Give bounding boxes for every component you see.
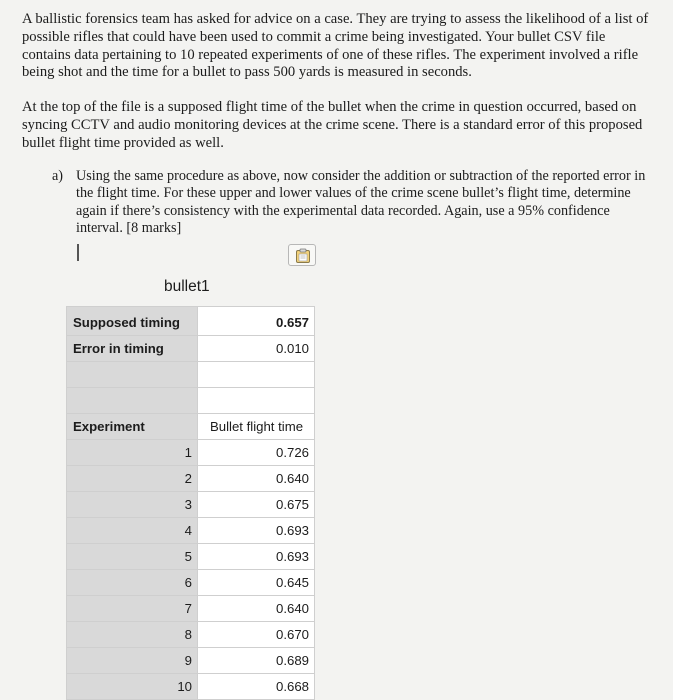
flight-time-value: 0.726	[198, 440, 315, 466]
intro-paragraph-1: A ballistic forensics team has asked for advice on a case. They are trying to assess the likelihood of a list of possible rifles that could have been used to commit a crime being investigated. Your bullet CSV file contains data pertaining to 10 repeated experiments of one of these rifles. The experiment involved a rifle being shot and the time for a bullet to pass 500 yards is measured in seconds.	[22, 11, 649, 81]
flight-time-value: 0.645	[198, 570, 315, 596]
error-timing-label: Error in timing	[67, 336, 198, 362]
text-cursor	[77, 244, 79, 261]
spreadsheet-table	[66, 306, 315, 700]
question-label: a)	[52, 168, 64, 184]
experiment-number: 6	[67, 570, 198, 596]
flight-time-value: 0.670	[198, 622, 315, 648]
table-row	[67, 492, 315, 518]
intro-paragraph-2: At the top of the file is a supposed flight time of the bullet when the crime in question occurred, based on syncing CCTV and audio monitoring devices at the crime scene. There is a standard error of this proposed bullet flight time provided as well.	[22, 99, 643, 151]
experiment-number: 3	[67, 492, 198, 518]
clipboard-icon	[295, 248, 311, 264]
column-header-row	[67, 414, 315, 440]
table-row	[67, 466, 315, 492]
experiment-number: 5	[67, 544, 198, 570]
sheet-title: bullet1	[164, 278, 210, 295]
flight-time-value: 0.693	[198, 518, 315, 544]
table-row	[67, 622, 315, 648]
supposed-timing-label: Supposed timing	[67, 307, 198, 336]
supposed-timing-value: 0.657	[198, 307, 315, 336]
experiment-number: 9	[67, 648, 198, 674]
table-row	[67, 440, 315, 466]
table-row	[67, 648, 315, 674]
question-text: Using the same procedure as above, now consider the addition or subtraction of the reported error in the flight time. For these upper and lower values of the crime scene bullet’s flight time, determine again if there’s consistency with the experimental data recorded. Again, use a 95% confidence interval. [8 marks]	[76, 168, 646, 237]
experiment-number: 8	[67, 622, 198, 648]
error-timing-row	[67, 336, 315, 362]
flight-time-header: Bullet flight time	[198, 414, 315, 440]
table-row	[67, 518, 315, 544]
flight-time-value: 0.675	[198, 492, 315, 518]
blank-row	[67, 388, 315, 414]
flight-time-value: 0.668	[198, 674, 315, 700]
blank-row	[67, 362, 315, 388]
table-row	[67, 544, 315, 570]
experiment-number: 4	[67, 518, 198, 544]
experiment-number: 7	[67, 596, 198, 622]
experiment-header: Experiment	[67, 414, 198, 440]
table-row	[67, 570, 315, 596]
experiment-number: 10	[67, 674, 198, 700]
supposed-timing-row	[67, 307, 315, 336]
flight-time-value: 0.640	[198, 466, 315, 492]
copy-button[interactable]	[288, 244, 316, 266]
experiment-number: 2	[67, 466, 198, 492]
experiment-number: 1	[67, 440, 198, 466]
table-row	[67, 674, 315, 700]
flight-time-value: 0.640	[198, 596, 315, 622]
table-row	[67, 596, 315, 622]
flight-time-value: 0.689	[198, 648, 315, 674]
error-timing-value: 0.010	[198, 336, 315, 362]
flight-time-value: 0.693	[198, 544, 315, 570]
